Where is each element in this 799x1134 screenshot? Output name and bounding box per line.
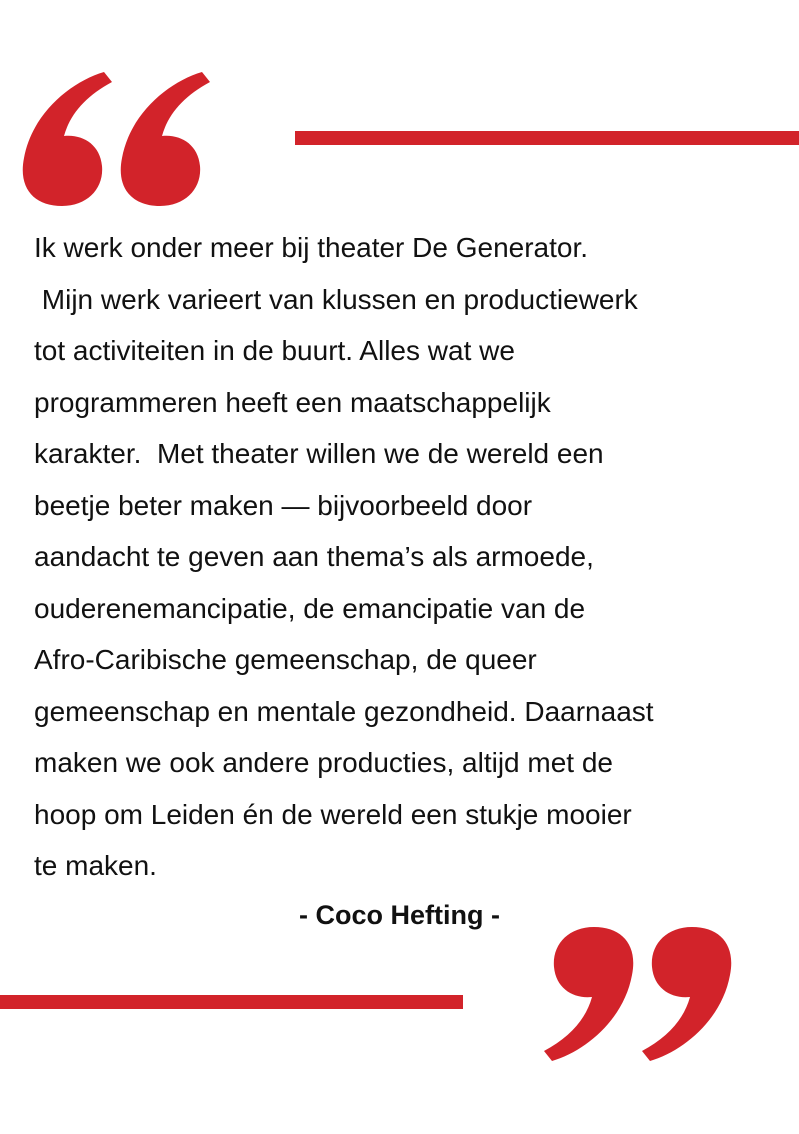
quote-line: ouderenemancipatie, de emancipatie van de: [34, 592, 586, 624]
bottom-divider-line: [0, 995, 463, 1009]
quote-line: Afro-Caribische gemeenschap, de queer: [34, 644, 537, 675]
open-quote-right-comma: [121, 72, 210, 206]
quote-line: gemeenschap en mentale gezondheid. Daarnaast: [34, 695, 654, 727]
close-quote-right-comma: [544, 927, 633, 1061]
quote-line: aandacht te geven aan thema’s als armoede,: [34, 541, 594, 572]
attribution-name: - Coco Hefting -: [299, 900, 500, 930]
quote-line: beetje beter maken — bijvoorbeeld door: [34, 489, 533, 521]
quote-line: programmeren heeft een maatschappelijk: [34, 386, 551, 418]
open-quote-left-comma: [23, 72, 112, 206]
opening-quotation-mark-icon: [18, 70, 214, 208]
close-quote-left-comma: [642, 927, 731, 1061]
quote-line: maken we ook andere producties, altijd met de: [34, 747, 613, 778]
quote-text: [34, 222, 774, 892]
quote-line: Mijn werk varieert van klussen en productiewerk: [34, 283, 638, 315]
closing-quotation-mark-icon: [540, 925, 736, 1063]
quote-line: karakter. Met theater willen we de wereld een: [34, 438, 604, 469]
opening-quotation-mark-glyph: [23, 72, 210, 206]
quote-line: te maken.: [34, 850, 157, 881]
quote-line: Ik werk onder meer bij theater De Generator.: [34, 232, 589, 263]
top-divider-line: [295, 131, 799, 145]
quote-line: hoop om Leiden én de wereld een stukje mooier: [34, 798, 632, 830]
quote-line: tot activiteiten in de buurt. Alles wat we: [34, 335, 515, 366]
closing-quotation-mark-glyph: [544, 927, 731, 1061]
